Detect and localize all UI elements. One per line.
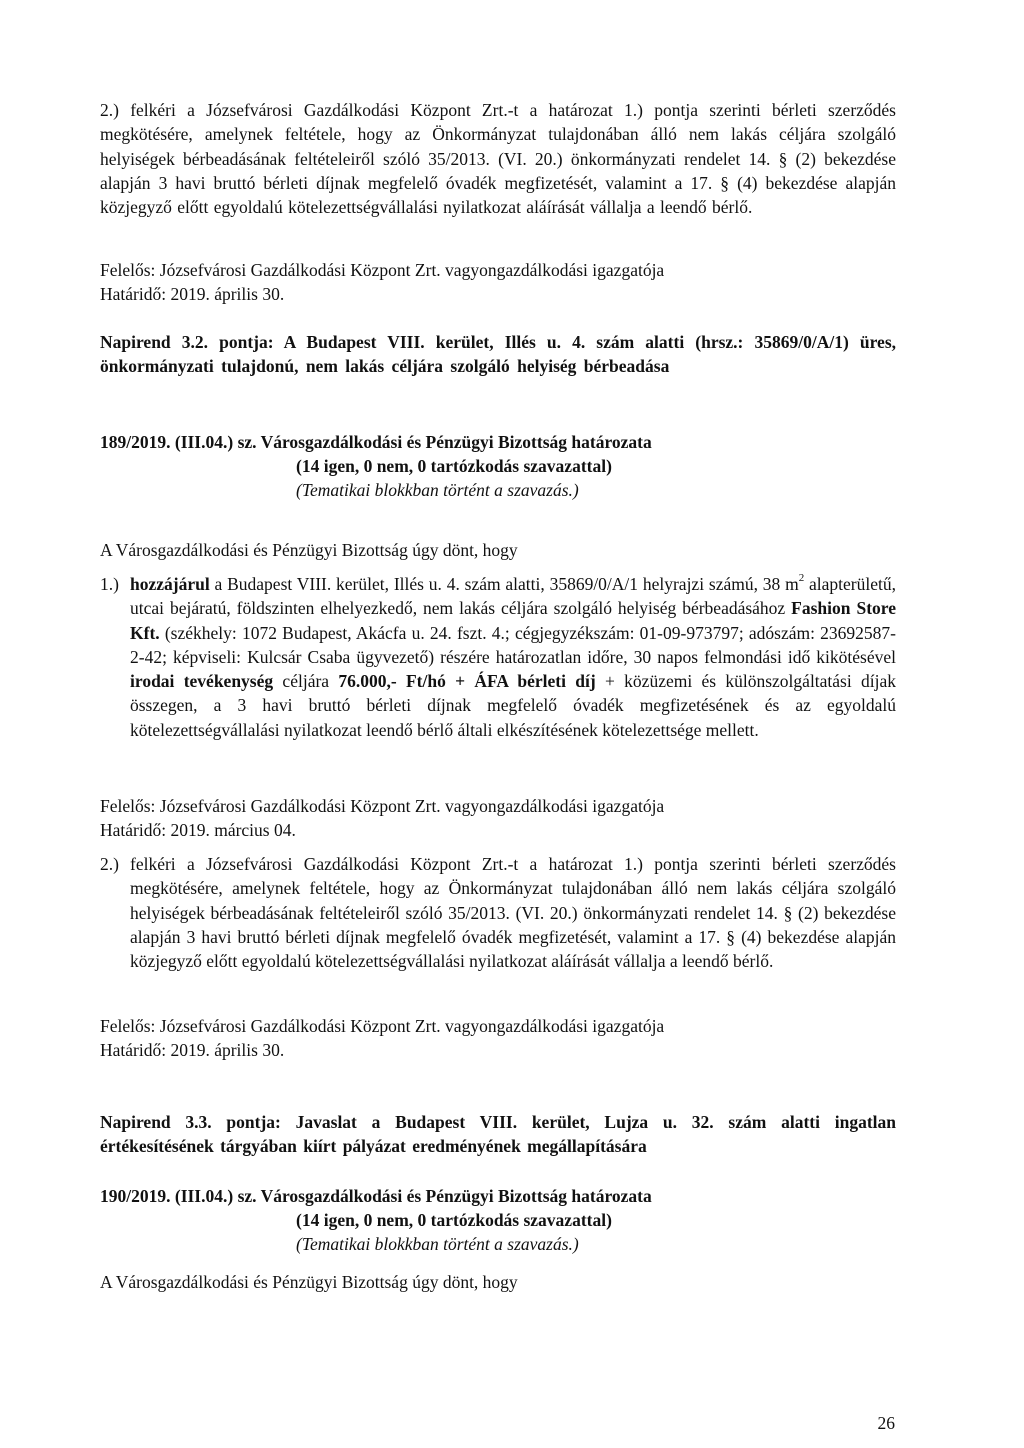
top-item-2: 2.) felkéri a Józsefvárosi Gazdálkodási Központ Zrt.-t a határozat 1.) pontja szerinti bérleti szerződés megkötésére, amelynek feltétele, hogy az Önkormányzat tulajdonában álló nem lakás céljára szolgáló helyiségek bérbeadásának feltételeiről szóló 35/2013. (VI. 20.) önkormányzati rendelet 14. § (2) bekezdése alapján 3 havi bruttó bérleti díjnak megfelelő óvadék megfizetését, valamint a 17. § (4) bekezdése alapján közjegyző előtt egyoldalú kötelezettségvállalási nyilatkozat aláírását vállalja a leendő bérlő. bbox=[100, 100, 896, 218]
top-responsible: Felelős: Józsefvárosi Gazdálkodási Központ Zrt. vagyongazdálkodási igazgatója bbox=[100, 260, 665, 280]
resolution-190-title: 190/2019. (III.04.) sz. Városgazdálkodási és Pénzügyi Bizottság határozata bbox=[100, 1186, 652, 1206]
resolution-189-votes: (14 igen, 0 nem, 0 tartózkodás szavazattal) bbox=[296, 456, 612, 476]
item-1-responsible: Felelős: Józsefvárosi Gazdálkodási Központ Zrt. vagyongazdálkodási igazgatója bbox=[100, 796, 665, 816]
resolution-189-item-2 bbox=[100, 852, 896, 973]
resolution-189-item-1 bbox=[100, 572, 896, 742]
item-2-responsible: Felelős: Józsefvárosi Gazdálkodási Központ Zrt. vagyongazdálkodási igazgatója bbox=[100, 1016, 665, 1036]
item-2-number: 2.) bbox=[100, 854, 119, 874]
resolution-190-votes: (14 igen, 0 nem, 0 tartózkodás szavazattal) bbox=[296, 1210, 612, 1230]
agenda-3-3-heading: Napirend 3.3. pontja: Javaslat a Budapest VIII. kerület, Lujza u. 32. szám alatti ingatlan értékesítésének tárgyában kiírt pályázat eredményének megállapítására bbox=[100, 1112, 896, 1157]
agenda-3-2-heading: Napirend 3.2. pontja: A Budapest VIII. kerület, Illés u. 4. szám alatti (hrsz.: 35869/0/A/1) üres, önkormányzati tulajdonú, nem lakás céljára szolgáló helyiség bérbeadása bbox=[100, 332, 896, 377]
resolution-190-intro: A Városgazdálkodási és Pénzügyi Bizottság úgy dönt, hogy bbox=[100, 1272, 518, 1292]
item-1-number: 1.) bbox=[100, 574, 119, 594]
resolution-189-intro: A Városgazdálkodási és Pénzügyi Bizottság úgy dönt, hogy bbox=[100, 540, 518, 560]
resolution-190-note: (Tematikai blokkban történt a szavazás.) bbox=[296, 1234, 579, 1254]
item-2-text: felkéri a Józsefvárosi Gazdálkodási Központ Zrt.-t a határozat 1.) pontja szerinti bérleti szerződés megkötésére, amelynek feltétele, hogy az Önkormányzat tulajdonában álló nem lakás céljára szolgáló helyiségek bérbeadásának feltételeiről szóló 35/2013. (VI. 20.) önkormányzati rendelet 14. § (2) bekezdése alapján 3 havi bruttó bérleti díjnak megfelelő óvadék megfizetését, valamint a 17. § (4) bekezdése alapján közjegyző előtt egyoldalú kötelezettségvállalási nyilatkozat aláírását vállalja a leendő bérlő. bbox=[130, 854, 896, 972]
item-1-deadline: Határidő: 2019. március 04. bbox=[100, 820, 296, 840]
item-1-text: hozzájárul a Budapest VIII. kerület, Illés u. 4. szám alatti, 35869/0/A/1 helyrajzi számú, 38 $m^2$ alapterületű, utcai bejáratú, földszinten elhelyezkedő, nem lakás céljára szolgáló helyiség bérbeadásához Fashion Store Kft. (székhely: 1072 Budapest, Akácfa u. 24. fszt. 4.; cégjegyzékszám: 01-09-973797; adószám: 23692587-2-42; képviseli: Kulcsár Csaba ügyvezető) részére határozatlan időre, 30 napos felmondási idő kikötésével irodai tevékenység céljára 76.000,- Ft/hó + ÁFA bérleti díj + közüzemi és különszolgáltatási díjak összegen, a 3 havi bruttó bérleti díjnak megfelelő óvadék megfizetésének és az egyoldalú kötelezettségvállalási nyilatkozat leendő bérlő általi elkészítésének kötelezettsége mellett. bbox=[130, 572, 897, 740]
resolution-189-title: 189/2019. (III.04.) sz. Városgazdálkodási és Pénzügyi Bizottság határozata bbox=[100, 432, 652, 452]
resolution-189-note: (Tematikai blokkban történt a szavazás.) bbox=[296, 480, 579, 500]
item-2-deadline: Határidő: 2019. április 30. bbox=[100, 1040, 285, 1060]
top-deadline: Határidő: 2019. április 30. bbox=[100, 284, 285, 304]
page-number: 26 bbox=[877, 1413, 895, 1433]
